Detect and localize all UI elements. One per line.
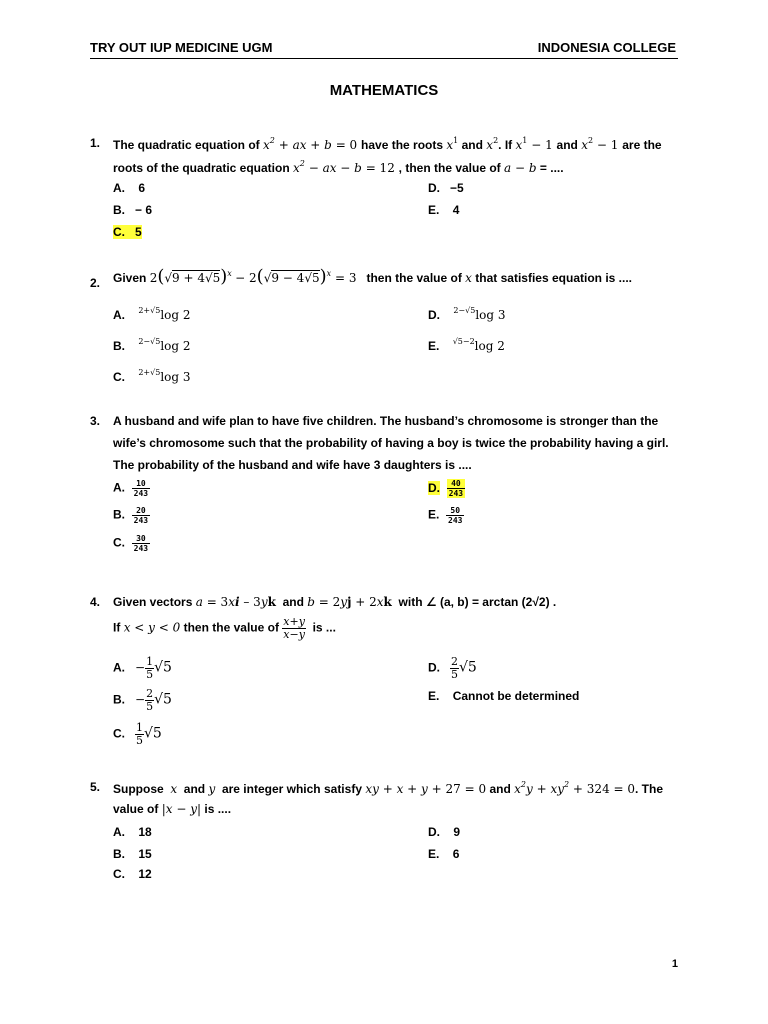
option-a[interactable]: A. 18 bbox=[113, 825, 152, 839]
option-c[interactable]: C. $\frac{30}{243}$ bbox=[113, 534, 149, 553]
question-text-line1: The quadratic equation of $x^2$ + ax + b = 0 have the roots $x^1$ and $x^2$. If $x^1 - 1$ and $x^2 - 1$ are the bbox=[113, 136, 662, 152]
option-b[interactable]: B. 15 bbox=[113, 847, 152, 861]
question-text-line1: A husband and wife plan to have five children. The husband’s chromosome is stronger than the bbox=[113, 414, 659, 428]
option-e[interactable]: E. 4 bbox=[428, 203, 460, 217]
option-a[interactable]: A. $\frac{10}{243}$ bbox=[113, 479, 149, 498]
option-d[interactable]: D. $^{2-√5}$log 3 bbox=[428, 306, 506, 322]
option-a[interactable]: A. − $\frac{1}{5}$ √5 bbox=[113, 655, 172, 681]
option-d[interactable]: D. −5 bbox=[428, 181, 464, 195]
option-e[interactable]: E. Cannot be determined bbox=[428, 689, 580, 703]
question-text-line1: Suppose x and y are integer which satisfy xy + x + y + 27 = 0 and $x^2y + xy^2 + 324 = 0$. The bbox=[113, 780, 664, 796]
question-number: 2. bbox=[90, 276, 101, 290]
option-e[interactable]: E. $^{√5-2}$log 2 bbox=[428, 337, 505, 353]
question-number: 3. bbox=[90, 414, 101, 428]
question-text-line2: If x < y < 0 then the value of $\frac{x+y}{x-y}$ is ... bbox=[113, 615, 336, 641]
page-number: 1 bbox=[671, 958, 678, 970]
option-d[interactable]: D. 9 bbox=[428, 825, 461, 839]
option-e[interactable]: E. $\frac{50}{243}$ bbox=[428, 506, 463, 525]
option-c[interactable]: C. $^{2+√5}$log 3 bbox=[113, 368, 191, 384]
option-b[interactable]: B. − $\frac{2}{5}$ √5 bbox=[113, 687, 172, 713]
option-b[interactable]: B. − 6 bbox=[113, 203, 153, 217]
option-a[interactable]: A. 6 bbox=[113, 181, 146, 195]
question-number: 4. bbox=[90, 595, 101, 609]
option-d-answer[interactable]: D. $\frac{40}{243}$ bbox=[428, 479, 464, 498]
option-e[interactable]: E. 6 bbox=[428, 847, 460, 861]
question-number: 1. bbox=[90, 136, 101, 150]
option-c-answer[interactable]: C. 5 bbox=[113, 225, 142, 239]
question-text-line3: The probability of the husband and wife have 3 daughters is .... bbox=[113, 458, 472, 472]
option-b[interactable]: B. $^{2-√5}$log 2 bbox=[113, 337, 191, 353]
header-left-title: TRY OUT IUP MEDICINE UGM bbox=[90, 40, 273, 55]
option-d[interactable]: D. $\frac{2}{5}$ √5 bbox=[428, 655, 477, 681]
question-text-line1: Given vectors a = 3xi – 3yk and b = 2yj + 2xk with ∠ (a, b) = arctan (2√2) . bbox=[113, 595, 557, 609]
option-a[interactable]: A. $^{2+√5}$log 2 bbox=[113, 306, 191, 322]
question-text-line2: wife’s chromosome such that the probability of having a boy is twice the probability having a girl. bbox=[113, 436, 669, 450]
option-c[interactable]: C. $\frac{1}{5}$ √5 bbox=[113, 721, 162, 747]
question-number: 5. bbox=[90, 780, 101, 794]
option-c[interactable]: C. 12 bbox=[113, 867, 152, 881]
question-text-line2: roots of the quadratic equation $x^2$ − ax − b = 12 , then the value of a − b = .... bbox=[113, 159, 564, 175]
header-right-title: INDONESIA COLLEGE bbox=[537, 40, 676, 55]
question-text-line2: value of |x − y| is .... bbox=[113, 802, 232, 816]
page-title: MATHEMATICS bbox=[329, 82, 439, 99]
option-b[interactable]: B. $\frac{20}{243}$ bbox=[113, 506, 149, 525]
question-text-line1: Given $2(√9 + 4√5)^x - 2(√9 - 4√5)^x = 3$ then the value of x that satisfies equation is .... bbox=[113, 266, 632, 287]
header-divider bbox=[90, 58, 678, 59]
